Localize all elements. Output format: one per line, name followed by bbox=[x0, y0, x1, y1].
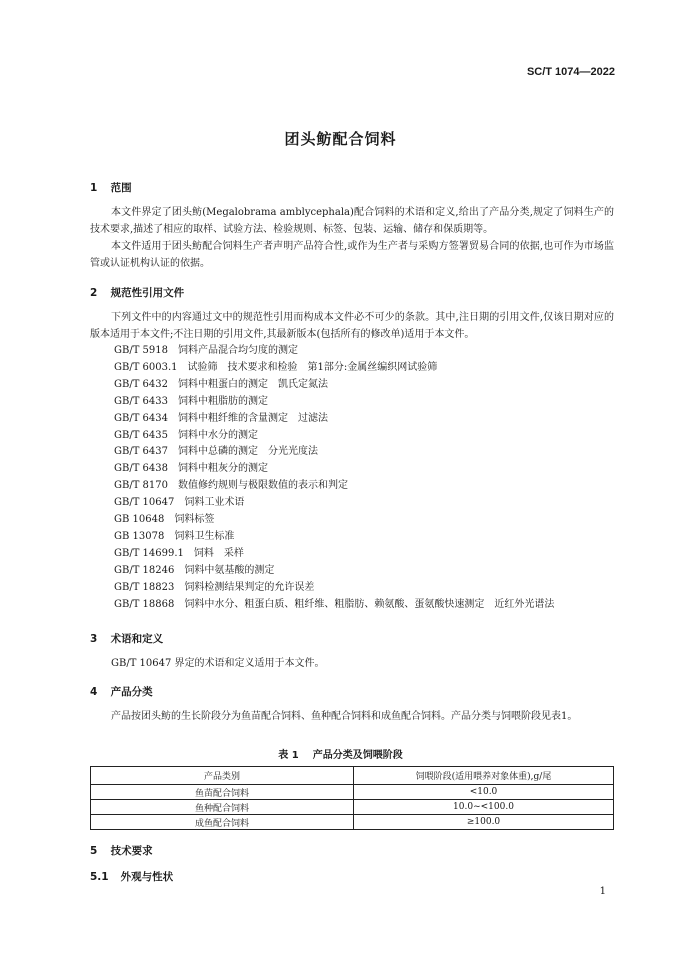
product-classification-table bbox=[90, 766, 614, 830]
table-header-cell: 饲喂阶段(适用喂养对象体重),g/尾 bbox=[354, 767, 614, 785]
reference-item bbox=[114, 343, 554, 360]
reference-item bbox=[114, 411, 554, 428]
reference-item bbox=[114, 546, 554, 563]
reference-item bbox=[114, 377, 554, 394]
section-5-1-heading bbox=[90, 869, 173, 884]
normative-references-paragraph: 下列文件中的内容通过文中的规范性引用而构成本文件必不可少的条款。其中,注日期的引用文件,仅该日期对应的版本适用于本文件;不注日期的引用文件,其最新版本(包括所有的修改单)适用于本文件。 bbox=[90, 312, 614, 340]
reference-title: 饲料中水分、粗蛋白质、粗纤维、粗脂肪、赖氨酸、蛋氨酸快速测定 近红外光谱法 bbox=[184, 598, 555, 610]
reference-title: 饲料检测结果判定的允许误差 bbox=[184, 581, 315, 593]
table-caption: 产品分类及饲喂阶段 bbox=[312, 750, 403, 761]
section-title: 产品分类 bbox=[110, 686, 153, 698]
reference-title: 饲料中粗蛋白的测定 凯氏定氮法 bbox=[178, 378, 329, 390]
reference-code: GB/T 6435 bbox=[114, 429, 169, 441]
section-title: 范围 bbox=[110, 182, 132, 194]
reference-code: GB/T 10647 bbox=[114, 497, 175, 509]
reference-item bbox=[114, 444, 554, 461]
reference-title: 饲料中水分的测定 bbox=[178, 429, 259, 441]
document-title: 团头鲂配合饲料 bbox=[284, 130, 397, 148]
reference-code: GB/T 6437 bbox=[114, 446, 169, 458]
section-number: 5 bbox=[90, 845, 98, 857]
scope-paragraph-2: 本文件适用于团头鲂配合饲料生产者声明产品符合性,或作为生产者与采购方签署贸易合同的依据,也可作为市场监管或认证机构认证的依据。 bbox=[90, 241, 614, 269]
reference-title: 饲料卫生标准 bbox=[174, 530, 235, 542]
table-cell: 成鱼配合饲料 bbox=[91, 815, 354, 830]
reference-code: GB/T 5918 bbox=[114, 345, 169, 356]
section-title: 技术要求 bbox=[110, 845, 153, 857]
reference-code: GB 13078 bbox=[114, 530, 165, 542]
reference-title: 饲料标签 bbox=[174, 514, 215, 526]
section-number: 1 bbox=[90, 182, 98, 194]
reference-title: 饲料 采样 bbox=[193, 547, 244, 559]
reference-title: 饲料中粗脂肪的测定 bbox=[178, 395, 269, 407]
table-row bbox=[91, 800, 614, 815]
scope-paragraph-1: 本文件界定了团头鲂(Megalobrama amblycephala)配合饲料的术语和定义,给出了产品分类,规定了饲料生产的技术要求,描述了相应的取样、试验方法、检验规则、标签、包装、运输、储存和保质期等。 bbox=[90, 207, 614, 235]
table-cell: ≥100.0 bbox=[354, 815, 614, 830]
standard-code: SC/T 1074—2022 bbox=[526, 66, 615, 78]
reference-item bbox=[114, 529, 554, 546]
table-header-cell: 产品类别 bbox=[91, 767, 354, 785]
section-2-heading bbox=[90, 285, 184, 300]
reference-code: GB/T 18823 bbox=[114, 581, 175, 593]
reference-list bbox=[114, 343, 554, 614]
reference-code: GB/T 6433 bbox=[114, 395, 169, 407]
reference-code: GB/T 6434 bbox=[114, 412, 169, 424]
reference-title: 饲料中氨基酸的测定 bbox=[184, 564, 275, 576]
reference-title: 饲料工业术语 bbox=[184, 497, 245, 509]
reference-code: GB 10648 bbox=[114, 514, 165, 526]
section-1-heading bbox=[90, 180, 132, 195]
table-cell: 10.0~<100.0 bbox=[354, 800, 614, 815]
reference-title: 试验筛 技术要求和检验 第1部分:金属丝编织网试验筛 bbox=[187, 361, 438, 373]
table-row bbox=[91, 785, 614, 800]
reference-code: GB/T 18246 bbox=[114, 564, 175, 576]
reference-title: 饲料中总磷的测定 分光光度法 bbox=[178, 446, 319, 458]
reference-item bbox=[114, 563, 554, 580]
reference-item bbox=[114, 580, 554, 597]
page-number: 1 bbox=[599, 886, 606, 897]
table-cell: 鱼种配合饲料 bbox=[91, 800, 354, 815]
classification-paragraph: 产品按团头鲂的生长阶段分为鱼苗配合饲料、鱼种配合饲料和成鱼配合饲料。产品分类与饲喂阶段见表1。 bbox=[111, 711, 578, 722]
reference-item bbox=[114, 461, 554, 478]
section-3-heading bbox=[90, 631, 163, 646]
reference-code: GB/T 8170 bbox=[114, 480, 169, 492]
table-header-row bbox=[91, 767, 614, 785]
table-row bbox=[91, 815, 614, 830]
section-number: 5.1 bbox=[90, 871, 109, 883]
reference-code: GB/T 6432 bbox=[114, 378, 169, 390]
reference-item bbox=[114, 478, 554, 495]
reference-code: GB/T 6438 bbox=[114, 463, 169, 475]
reference-item bbox=[114, 495, 554, 512]
reference-item bbox=[114, 360, 554, 377]
table-cell: <10.0 bbox=[354, 785, 614, 800]
reference-title: 饲料中粗灰分的测定 bbox=[178, 463, 269, 475]
reference-title: 饲料产品混合均匀度的测定 bbox=[178, 345, 299, 356]
terms-paragraph: GB/T 10647 界定的术语和定义适用于本文件。 bbox=[111, 658, 325, 669]
reference-item bbox=[114, 394, 554, 411]
reference-code: GB/T 18868 bbox=[114, 598, 175, 610]
reference-code: GB/T 14699.1 bbox=[114, 547, 184, 559]
section-title: 术语和定义 bbox=[110, 633, 164, 645]
reference-item bbox=[114, 597, 554, 614]
reference-title: 饲料中粗纤维的含量测定 过滤法 bbox=[178, 412, 329, 424]
table-cell: 鱼苗配合饲料 bbox=[91, 785, 354, 800]
reference-item bbox=[114, 512, 554, 529]
table-1-title bbox=[0, 746, 681, 761]
reference-title: 数值修约规则与极限数值的表示和判定 bbox=[178, 480, 349, 492]
section-title: 规范性引用文件 bbox=[110, 287, 185, 299]
section-number: 3 bbox=[90, 633, 98, 645]
section-number: 2 bbox=[90, 287, 98, 299]
reference-code: GB/T 6003.1 bbox=[114, 361, 178, 373]
table-label: 表 1 bbox=[278, 750, 299, 761]
section-5-heading bbox=[90, 843, 153, 858]
section-number: 4 bbox=[90, 686, 98, 698]
reference-item bbox=[114, 428, 554, 445]
section-title: 外观与性状 bbox=[120, 871, 174, 883]
section-4-heading bbox=[90, 684, 153, 699]
